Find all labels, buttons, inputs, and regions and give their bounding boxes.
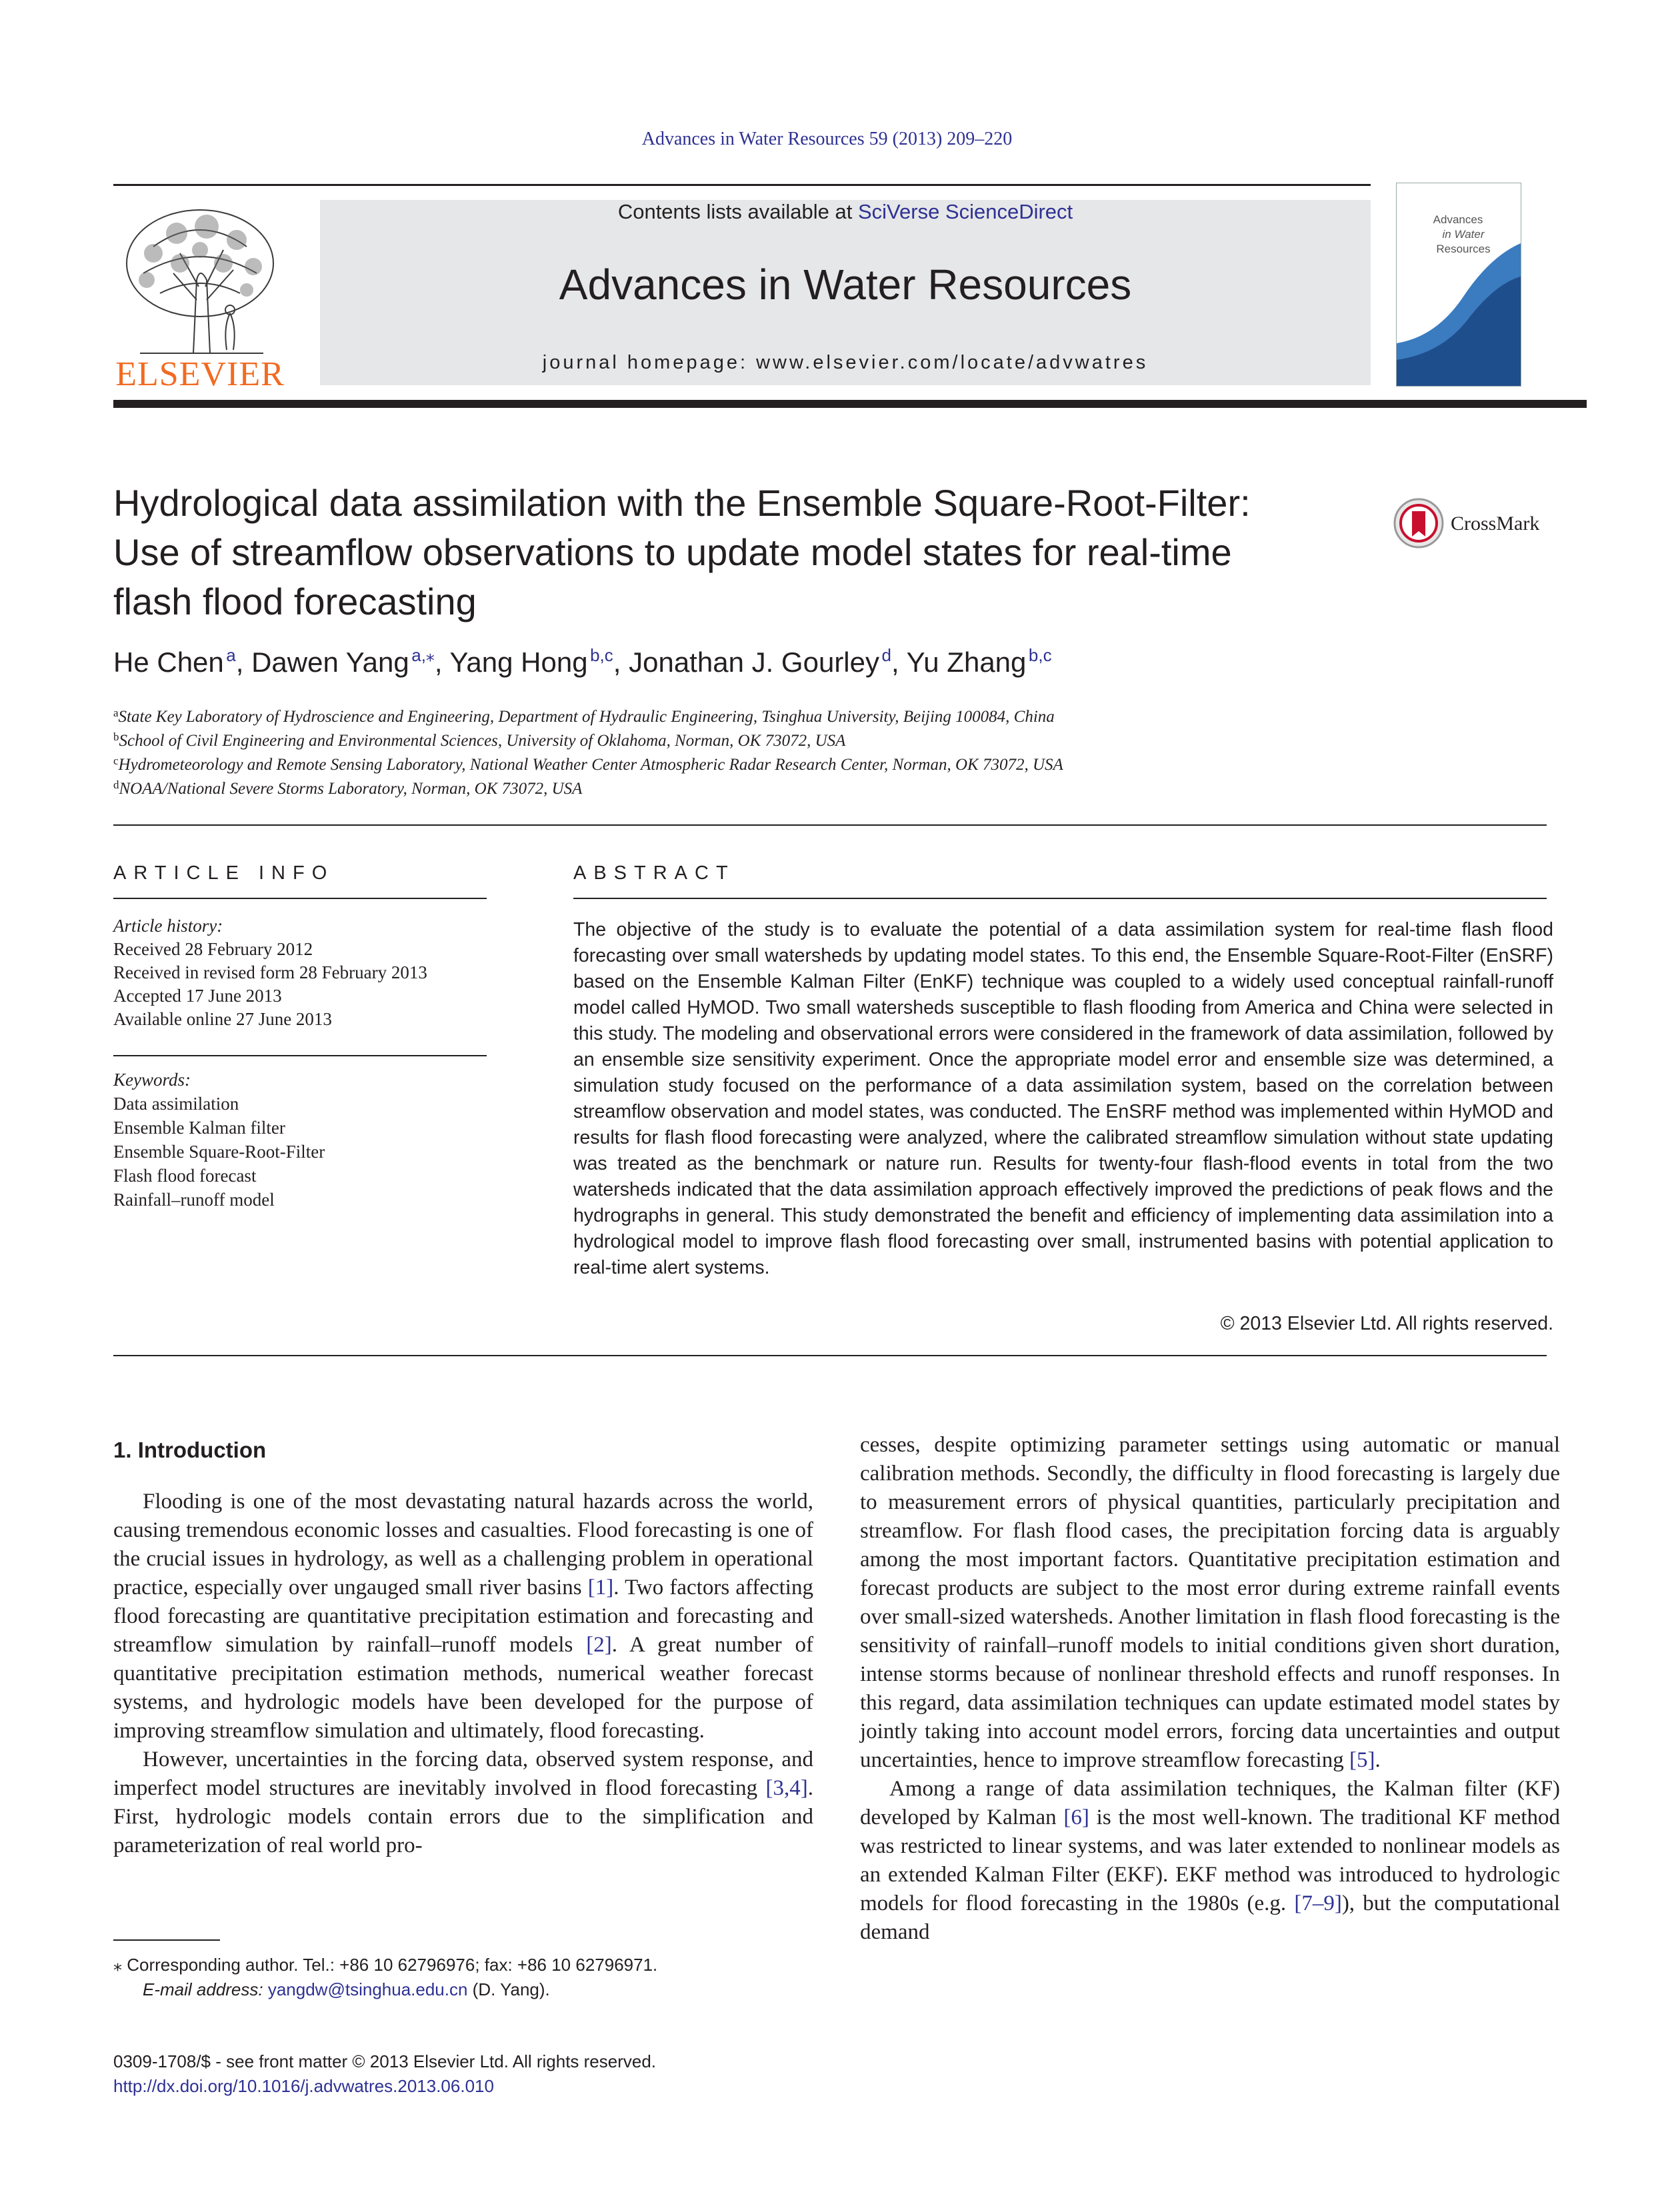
paragraph-text: . A great number of quantitative precipitation estimation methods, numerical weather forecast systems, and hydrologic models have been developed for the purpose of improving streamflow simulation and ultimately, flood forecasting. [113, 1633, 814, 1743]
keyword: Rainfall–runoff model [113, 1190, 275, 1210]
citation-link[interactable]: [1] [587, 1576, 614, 1600]
citation-link[interactable]: [2] [586, 1633, 612, 1657]
author-affiliation-mark[interactable]: d [881, 645, 891, 665]
history-label: Article history: [113, 916, 223, 936]
author-separator: , [891, 646, 907, 678]
affiliation-mark: b [113, 730, 119, 743]
author-name: Dawen Yang [251, 646, 409, 678]
title-divider [113, 824, 1547, 826]
affiliation-text: NOAA/National Severe Storms Laboratory, Norman, OK 73072, USA [119, 780, 583, 798]
paragraph-text: . First, hydrologic models contain errors due to the simplification and parameterization of real world pro- [113, 1776, 813, 1857]
paragraph-text: cesses, despite optimizing parameter settings using automatic or manual calibration methods. Secondly, the difficulty in flood forecasting is largely due to measurement errors of physical quantities, particularly precipitation and streamflow. For flash flood cases, the precipitation forcing data is arguably among the most important factors. Quantitative precipitation estimation and forecast products are subject to the most error during extreme rainfall events over small-sized watersheds. Another limitation in flash flood forecasting is the sensitivity of rainfall–runoff models to initial conditions given short duration, intense storms because of nonlinear threshold effects and runoff responses. In this regard, data assimilation techniques can update estimated model states by jointly taking into account model errors, forcing data uncertainties and output uncertainties, hence to improve streamflow forecasting [860, 1433, 1560, 1772]
contents-prefix: Contents lists available at [617, 200, 858, 223]
abstract-text: The objective of the study is to evaluate the potential of a data assimilation system for real-time flash flood forecasting over small watersheds by updating model states. To this end, the Ensemble Square-Root-Filter (EnSRF) based on the Ensemble Kalman Filter (EnKF) technique was coupled to a widely used conceptual rainfall-runoff model called HyMOD. Two small watersheds susceptible to flash flooding from America and China were selected in this study. The modeling and observational errors were considered in the framework of data assimilation, followed by an ensemble size sensitivity experiment. Once the appropriate model error and ensemble size was determined, a simulation study focused on the performance of a data assimilation system, based on the correlation between streamflow observation and model states, was conducted. The EnSRF method was implemented within HyMOD and results for flash flood forecasting were analyzed, where the calibrated streamflow simulation without state updating was treated as the benchmark or nature run. Results for twenty-four flash-flood events in total from the two watersheds indicated that the data assimilation approach effectively improved the predictions of peak flows and the hydrographs in general. This study demonstrated the benefit and efficiency of implementing data assimilation into a hydrological model to improve flash flood forecasting over small, instrumented basins with potential application to real-time alert systems. [573, 919, 1553, 1278]
crossmark-label: CrossMark [1451, 513, 1540, 535]
paragraph [860, 1431, 1560, 1775]
affiliation-mark: a [113, 706, 119, 719]
footnote-rule [113, 1939, 220, 1941]
keywords [113, 1068, 487, 1212]
header-top-rule [113, 184, 1371, 186]
body-column-left [113, 1488, 813, 1860]
elsevier-wordmark: ELSEVIER [115, 355, 285, 393]
affiliation [113, 756, 1513, 774]
keyword: Data assimilation [113, 1094, 239, 1114]
title-line: Use of streamflow observations to update model states for real-time [113, 531, 1232, 573]
paragraph-text: Among a range of data assimilation techniques, the Kalman filter (KF) developed by Kalman [860, 1777, 1560, 1829]
keyword: Flash flood forecast [113, 1166, 257, 1186]
author[interactable] [907, 646, 1052, 678]
author-affiliation-mark[interactable]: b,c [590, 645, 613, 665]
paragraph-text: is the most well-known. The traditional KF method was restricted to linear systems, and was later extended to nonlinear models as an extended Kalman Filter (EKF). EKF method was introduced to hydrologic models for flood forecasting in the 1980s (e.g. [860, 1805, 1560, 1915]
affiliation [113, 708, 1513, 726]
email-label: E-mail address: [143, 1979, 268, 1999]
paragraph-text: ), but the computational demand [860, 1891, 1560, 1944]
citation-link[interactable]: [6] [1063, 1805, 1089, 1829]
journal-citation[interactable]: Advances in Water Resources 59 (2013) 209–220 [641, 129, 1013, 149]
author-name: Jonathan J. Gourley [629, 646, 879, 678]
header-bottom-rule [113, 400, 1587, 408]
affiliation-mark: d [113, 778, 119, 791]
abstract-copyright: © 2013 Elsevier Ltd. All rights reserved. [1220, 1313, 1553, 1334]
cover-graphic [1397, 183, 1521, 386]
article-info-rule [113, 1055, 487, 1056]
affiliation-mark: c [113, 754, 119, 767]
author-name: He Chen [113, 646, 224, 678]
paragraph [860, 1775, 1560, 1947]
keyword: Ensemble Kalman filter [113, 1118, 285, 1138]
title-line: Hydrological data assimilation with the Ensemble Square-Root-Filter: [113, 482, 1251, 524]
history-item: Received 28 February 2012 [113, 939, 313, 959]
issn-line: 0309-1708/$ - see front matter © 2013 Elsevier Ltd. All rights reserved. [113, 2051, 657, 2071]
email-link[interactable]: yangdw@tsinghua.edu.cn [267, 1979, 468, 1999]
cover-title-3: Resources [1436, 243, 1491, 255]
abstract-bottom-rule [113, 1355, 1547, 1356]
journal-cover-thumbnail[interactable] [1396, 183, 1521, 387]
affiliation-text: Hydrometeorology and Remote Sensing Laboratory, National Weather Center Atmospheric Radar Research Center, Norman, OK 73072, USA [118, 756, 1063, 774]
paragraph-text: Flooding is one of the most devastating natural hazards across the world, causing tremendous economic losses and casualties. Flood forecasting is one of the crucial issues in hydrology, as well as a challenging problem in operational practice, especially over ungauged small river basins [113, 1490, 813, 1600]
citation-link[interactable]: [3,4] [765, 1776, 808, 1800]
journal-homepage[interactable]: journal homepage: www.elsevier.com/locate/advwatres [542, 352, 1149, 373]
journal-title: Advances in Water Resources [559, 261, 1132, 309]
author-separator: , [613, 646, 629, 678]
affiliation-text: School of Civil Engineering and Environmental Sciences, University of Oklahoma, Norman, OK 73072, USA [119, 732, 846, 750]
body-column-right [860, 1431, 1560, 1947]
author[interactable] [251, 646, 435, 678]
article-info-rule [113, 898, 487, 899]
cover-title-2: in Water [1442, 228, 1485, 241]
paragraph-text: However, uncertainties in the forcing data, observed system response, and imperfect model structures are inevitably involved in flood forecasting [113, 1747, 813, 1800]
abstract-heading: ABSTRACT [573, 862, 735, 884]
history-item: Received in revised form 28 February 2013 [113, 962, 427, 982]
author-separator: , [235, 646, 252, 678]
title-line: flash flood forecasting [113, 580, 477, 622]
article-info-heading: ARTICLE INFO [113, 862, 335, 884]
contents-line [320, 200, 1371, 224]
author-affiliation-mark[interactable]: b,c [1028, 645, 1052, 665]
author[interactable] [450, 646, 613, 678]
affiliation-text: State Key Laboratory of Hydroscience and Engineering, Department of Hydraulic Engineering, Tsinghua University, Beijing 100084, China [118, 708, 1055, 726]
history-item: Available online 27 June 2013 [113, 1009, 332, 1029]
keyword: Ensemble Square-Root-Filter [113, 1142, 325, 1162]
section-heading-introduction: 1. Introduction [113, 1438, 267, 1462]
cover-title-1: Advances [1433, 213, 1483, 226]
footnote-text: Corresponding author. Tel.: +86 10 62796976; fax: +86 10 62796971. [122, 1955, 658, 1975]
email-suffix: (D. Yang). [467, 1979, 550, 1999]
author-name: Yu Zhang [906, 646, 1027, 678]
front-matter [113, 2049, 913, 2099]
citation-link[interactable]: [7–9] [1294, 1891, 1342, 1915]
paragraph-text: . [1375, 1748, 1381, 1772]
abstract-rule [573, 898, 1547, 899]
doi-link[interactable]: http://dx.doi.org/10.1016/j.advwatres.2013.06.010 [113, 2076, 494, 2096]
crossmark-badge[interactable] [1392, 497, 1565, 550]
author[interactable] [629, 646, 891, 678]
article-title [113, 479, 1353, 626]
footnote-email-line [113, 1977, 913, 2002]
history-item: Accepted 17 June 2013 [113, 986, 282, 1006]
author-separator: , [434, 646, 450, 678]
citation-link[interactable]: [5] [1349, 1748, 1375, 1772]
keywords-label: Keywords: [113, 1070, 191, 1090]
footnote [113, 1953, 913, 2002]
author-affiliation-mark[interactable]: a,⁎ [411, 645, 435, 665]
paragraph [113, 1488, 813, 1745]
author-list [113, 646, 1513, 678]
affiliation [113, 732, 1513, 750]
footnote-mark: ⁎ [113, 1955, 122, 1975]
paragraph [113, 1745, 813, 1860]
author-affiliation-mark[interactable]: a [226, 645, 236, 665]
affiliation [113, 780, 1513, 798]
author[interactable] [113, 646, 236, 678]
author-name: Yang Hong [449, 646, 588, 678]
sciencedirect-link[interactable]: SciVerse ScienceDirect [857, 200, 1073, 223]
paragraph-text: . Two factors affecting flood forecasting are quantitative precipitation estimation and forecasting and streamflow simulation by rainfall–runoff models [113, 1576, 813, 1657]
article-history [113, 914, 487, 1031]
footnote-corresponding [113, 1953, 913, 1977]
